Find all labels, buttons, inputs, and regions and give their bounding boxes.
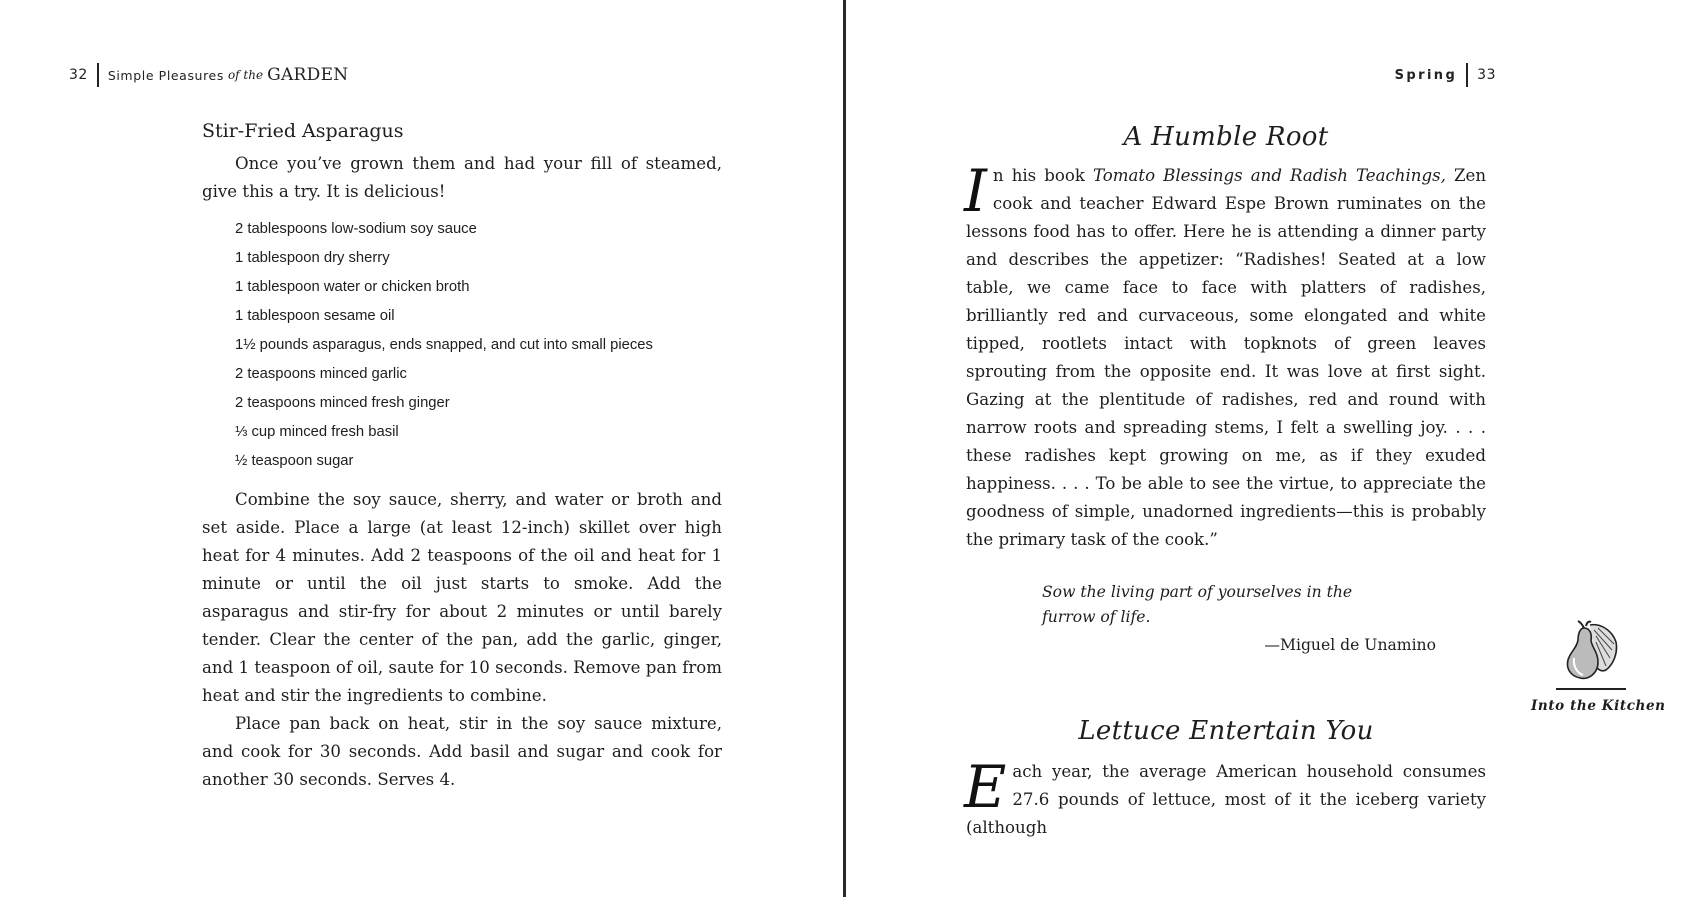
- recipe-method: [202, 486, 722, 794]
- running-head-divider: [1466, 63, 1468, 87]
- section-name: Spring: [1394, 67, 1458, 83]
- section-title-humble-root: A Humble Root: [1123, 122, 1329, 152]
- ingredient-item: ⅓ cup minced fresh basil: [235, 424, 399, 440]
- sidebar-label: Into the Kitchen: [1531, 698, 1666, 714]
- page-number-right: 33: [1477, 67, 1496, 83]
- ingredient-item: 1½ pounds asparagus, ends snapped, and cut into small pieces: [235, 337, 653, 353]
- book-title-reference: Tomato Blessings and Radish Teachings,: [1093, 166, 1446, 185]
- drop-cap: E: [964, 753, 1007, 821]
- pear-icon: [1560, 620, 1622, 682]
- paragraph-text: ach year, the average American household consumes 27.6 pounds of lettuce, most of it the iceberg variety (although: [966, 762, 1486, 837]
- book-title-part3: GARDEN: [267, 65, 349, 85]
- recipe-title: Stir-Fried Asparagus: [202, 120, 404, 142]
- running-head-divider: [97, 63, 99, 87]
- book-title-part2: of the: [227, 68, 264, 82]
- sidebar-rule: [1556, 688, 1626, 690]
- epigraph-quote: Sow the living part of yourselves in the furrow of life.: [1042, 583, 1353, 626]
- book-title-part1: Simple Pleasures: [107, 67, 224, 83]
- recipe-intro: Once you’ve grown them and had your fill of steamed, give this a try. It is delicious!: [202, 154, 722, 201]
- page-gutter: [843, 0, 846, 897]
- right-page: [848, 0, 1686, 897]
- ingredient-item: 1 tablespoon dry sherry: [235, 250, 390, 266]
- right-column: [966, 122, 1486, 842]
- page-number-left: 32: [69, 67, 88, 83]
- ingredient-item: 2 teaspoons minced garlic: [235, 366, 407, 382]
- method-paragraph: Combine the soy sauce, sherry, and water or broth and set aside. Place a large (at least 12-inch) skillet over high heat for 4 minutes. Add 2 teaspoons of the oil and heat for 1 minute or until the oil just starts to smoke. Add the asparagus and stir-fry for about 2 minutes or until barely tender. Clear the center of the pan, add the garlic, ginger, and 1 teaspoon of oil, saute for 10 seconds. Remove pan from heat and stir the ingredients to combine.: [202, 490, 722, 705]
- recipe: [202, 120, 722, 794]
- method-paragraph: Place pan back on heat, stir in the soy sauce mixture, and cook for 30 seconds. Add basil and sugar and cook for another 30 seconds. Serves 4.: [202, 714, 722, 789]
- epigraph-attribution: —Miguel de Unamino: [1264, 636, 1436, 654]
- drop-cap: I: [964, 157, 987, 225]
- paragraph-text: Zen cook and teacher Edward Espe Brown ruminates on the lessons food has to offer. Here he is attending a dinner party and describes the appetizer: “Radishes! Seated at a low table, we came face to face with platters of radishes, brilliantly red and curvaceous, some elongated and white tipped, rootlets intact with topknots of green leaves sprouting from the opposite end. It was love at first sight. Gazing at the plentitude of radishes, red and round with narrow roots and spreading stems, I felt a swelling joy. . . . these radishes kept growing on me, as if they exuded happiness. . . . To be able to see the virtue, to appreciate the goodness of simple, unadorned ingredients—this is probably the primary task of the cook.”: [966, 166, 1487, 549]
- running-head-left: [69, 63, 348, 87]
- ingredient-item: 2 tablespoons low-sodium soy sauce: [235, 221, 477, 237]
- ingredient-item: 1 tablespoon water or chicken broth: [235, 279, 470, 295]
- ingredient-list: [235, 215, 722, 476]
- ingredient-item: 2 teaspoons minced fresh ginger: [235, 395, 450, 411]
- section-title-lettuce: Lettuce Entertain You: [1078, 716, 1374, 746]
- sidebar-note: [1531, 620, 1666, 714]
- ingredient-item: 1 tablespoon sesame oil: [235, 308, 395, 324]
- humble-root-paragraph: [964, 157, 1487, 554]
- lettuce-paragraph: [964, 753, 1486, 842]
- running-head-right: [1395, 63, 1496, 87]
- paragraph-text: n his book: [992, 166, 1094, 185]
- ingredient-item: ½ teaspoon sugar: [235, 453, 354, 469]
